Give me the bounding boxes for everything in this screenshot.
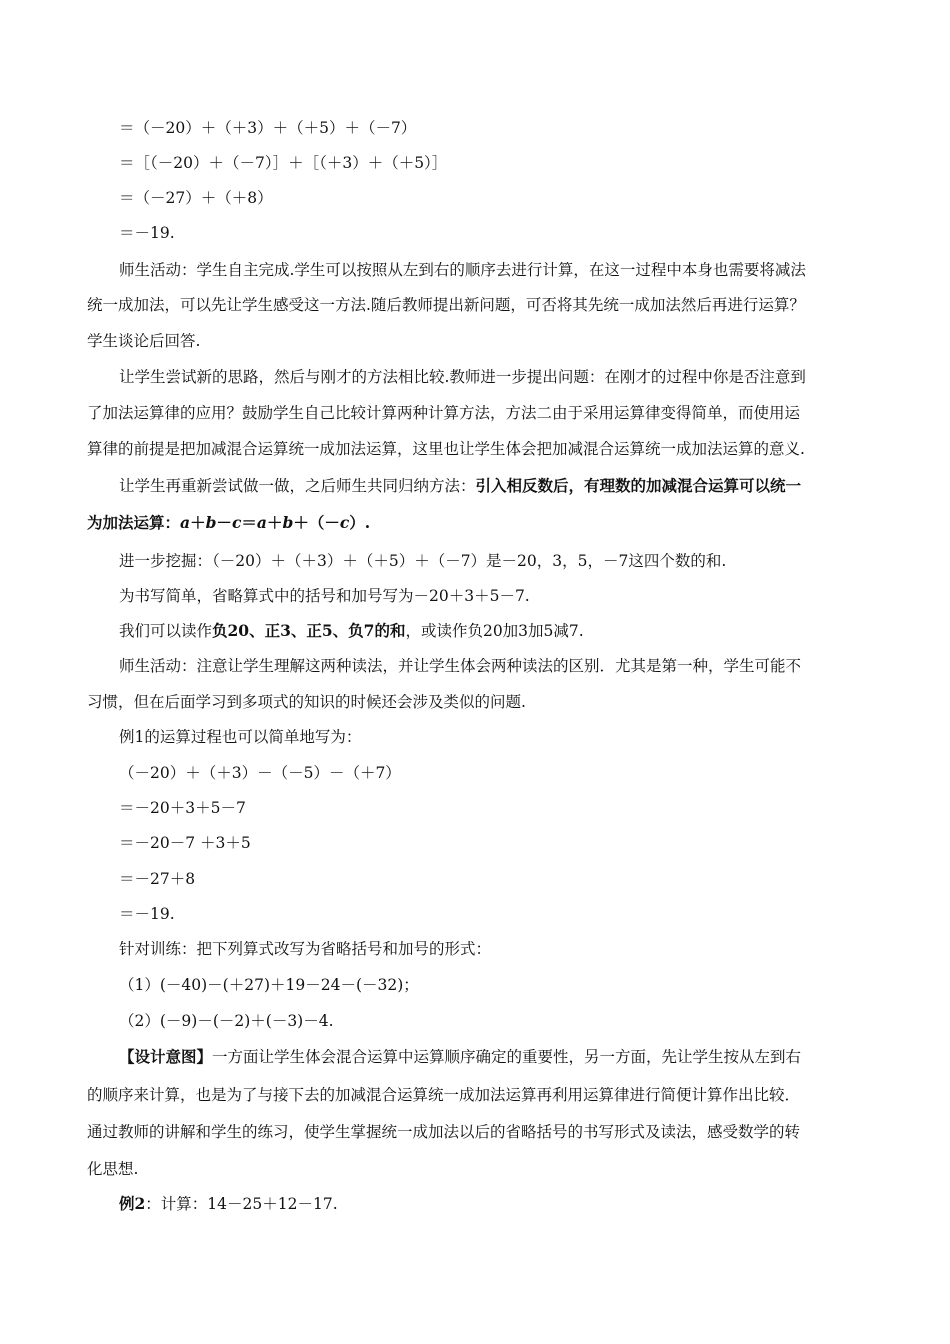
- example1-intro: 例1的运算过程也可以简单地写为：: [119, 728, 362, 746]
- summary-plain-text: 让学生再重新尝试做一做，之后师生共同归纳方法：: [119, 477, 476, 495]
- activity2-line: 习惯，但在后面学习到多项式的知识的时候还会涉及类似的问题.: [87, 693, 526, 711]
- derivation-line-4: ＝－19.: [119, 224, 175, 242]
- training-item-2: （2）(－9)－(－2)＋(－3)－4.: [119, 1012, 334, 1030]
- formula-op: ＋: [266, 513, 283, 532]
- summary-line-2: [87, 512, 370, 534]
- formula-op: －: [216, 513, 232, 532]
- reading-pre: 我们可以读作: [119, 622, 213, 640]
- formula-var: c: [339, 513, 350, 532]
- simplify-line: 为书写简单，省略算式中的括号和加号写为－20＋3＋5－7.: [119, 587, 530, 605]
- new-idea-paragraph-line: 算律的前提是把加减混合运算统一成加法运算，这里也让学生体会把加减混合运算统一成加法运算的意义.: [87, 440, 805, 458]
- new-idea-paragraph-line: 让学生尝试新的思路，然后与刚才的方法相比较.教师进一步提出问题：在刚才的过程中你是否注意到: [119, 368, 806, 386]
- formula-var: c: [231, 513, 242, 532]
- summary-line-1: [119, 475, 801, 497]
- design-intent-line: 的顺序来计算，也是为了与接下去的加减混合运算统一成加法运算再利用运算律进行简便计算作出比较．: [87, 1086, 801, 1104]
- reading-post: ，或读作负20加3加5减7.: [405, 622, 584, 640]
- derivation2-line: （－20）＋（＋3）－（－5）－（＋7）: [119, 764, 401, 782]
- formula-op: ）.: [349, 513, 371, 532]
- design-intent-text: 一方面让学生体会混合运算中运算顺序确定的重要性，另一方面，先让学生按从左到右: [212, 1048, 802, 1066]
- summary-bold-rule: 引入相反数后，有理数的加减混合运算可以统一: [475, 476, 802, 495]
- training-item-1: （1）(－40)－(＋27)＋19－24－(－32)；: [119, 976, 419, 994]
- formula-op: ＋（－: [293, 513, 340, 532]
- formula-var: b: [205, 513, 217, 532]
- formula-var: a: [180, 513, 191, 532]
- design-intent-line: 通过教师的讲解和学生的练习，使学生掌握统一成加法以后的省略括号的书写形式及读法，感受数学的转: [87, 1123, 801, 1141]
- dig-line: 进一步挖掘：（－20）＋（＋3）＋（＋5）＋（－7）是－20，3，5，－7这四个数的和.: [119, 552, 727, 570]
- derivation-line-2: ＝［（－20）＋（－7）］＋［（＋3）＋（＋5）］: [119, 154, 448, 172]
- example2-label: 例2: [119, 1194, 146, 1213]
- example2-line: [119, 1193, 338, 1215]
- design-intent-line-1: [119, 1046, 801, 1068]
- summary-rule-continued: 为加法运算：: [87, 513, 181, 532]
- derivation-line-3: ＝（－27）＋（＋8）: [119, 189, 273, 207]
- formula-var: b: [282, 513, 294, 532]
- reading-line: [119, 620, 584, 642]
- new-idea-paragraph-line: 了加法运算律的应用？鼓励学生自己比较计算两种计算方法，方法二由于采用运算律变得简单，而使用运: [87, 404, 801, 422]
- formula-op: ＋: [190, 513, 206, 532]
- reading-bold: 负20、正3、正5、负7的和: [212, 621, 406, 640]
- derivation2-line: ＝－20－7 ＋3＋5: [119, 834, 251, 852]
- design-intent-line: 化思想.: [87, 1160, 139, 1178]
- activity-paragraph-line: 统一成加法，可以先让学生感受这一方法.随后教师提出新问题，可否将其先统一成加法然后再进行运算？: [87, 296, 805, 314]
- formula-op: ＝: [241, 513, 257, 532]
- design-intent-label: 【设计意图】: [119, 1047, 213, 1066]
- activity2-line: 师生活动：注意让学生理解这两种读法，并让学生体会两种读法的区别．尤其是第一种，学生可能不: [119, 657, 802, 675]
- training-title: 针对训练：把下列算式改写为省略括号和加号的形式：: [119, 940, 492, 958]
- activity-paragraph-line: 学生谈论后回答.: [87, 332, 201, 350]
- derivation-line-1: ＝（－20）＋（＋3）＋（＋5）＋（－7）: [119, 119, 417, 137]
- derivation2-line: ＝－27＋8: [119, 870, 196, 888]
- formula-var: a: [256, 513, 267, 532]
- activity-paragraph-line: 师生活动：学生自主完成.学生可以按照从左到右的顺序去进行计算，在这一过程中本身也需要将减法: [119, 261, 806, 279]
- derivation2-line: ＝－19.: [119, 905, 175, 923]
- example2-text: ：计算：14－25＋12－17.: [145, 1195, 338, 1213]
- derivation2-line: ＝－20＋3＋5－7: [119, 799, 246, 817]
